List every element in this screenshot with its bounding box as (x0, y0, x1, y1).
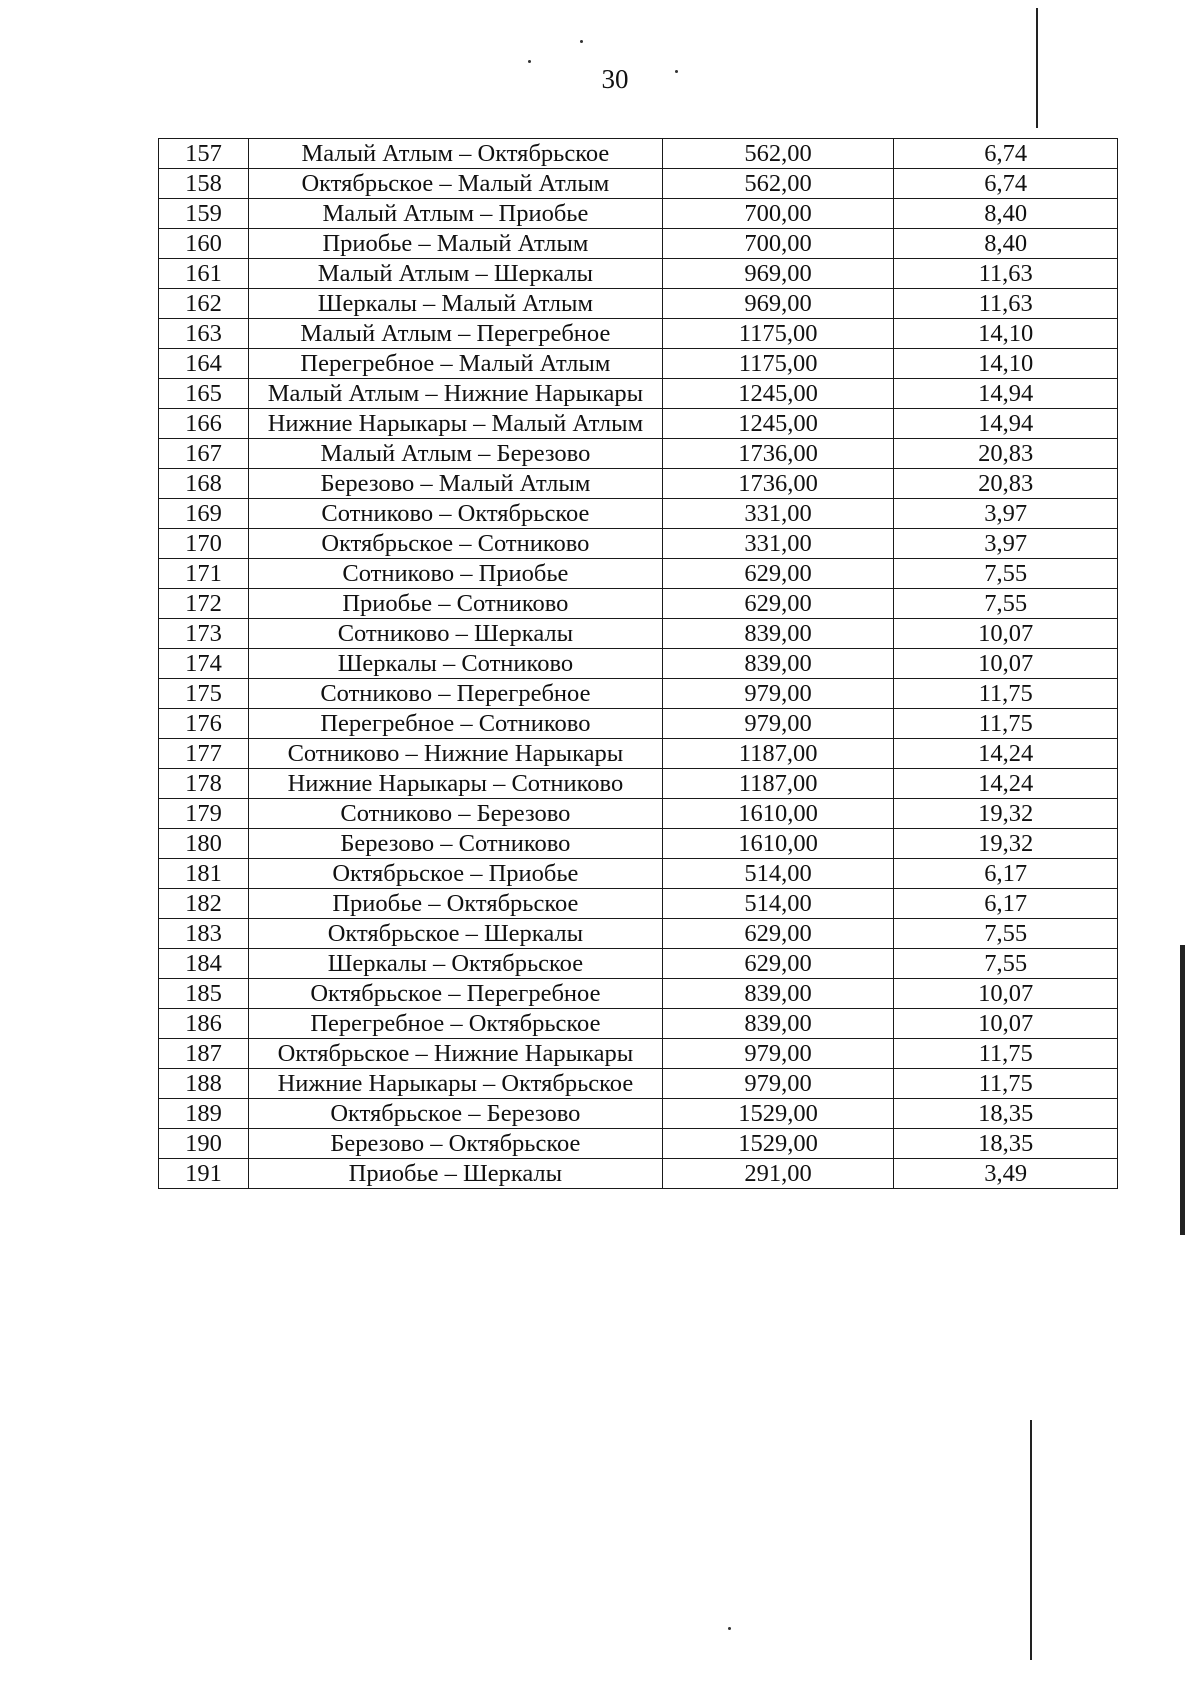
table-row (159, 349, 1118, 379)
table-row (159, 769, 1118, 799)
scan-artifact-dot (580, 40, 583, 43)
row-number-cell: 166 (159, 409, 249, 439)
rate-cell: 14,24 (894, 769, 1118, 799)
price-cell: 1736,00 (662, 469, 894, 499)
price-cell: 629,00 (662, 919, 894, 949)
table-row (159, 469, 1118, 499)
table-row (159, 199, 1118, 229)
row-number-cell: 161 (159, 259, 249, 289)
route-cell: Сотниково – Перегребное (249, 679, 663, 709)
price-cell: 700,00 (662, 229, 894, 259)
price-cell: 979,00 (662, 679, 894, 709)
route-cell: Нижние Нарыкары – Октябрьское (249, 1069, 663, 1099)
route-cell: Малый Атлым – Приобье (249, 199, 663, 229)
row-number-cell: 180 (159, 829, 249, 859)
row-number-cell: 157 (159, 139, 249, 169)
route-cell: Октябрьское – Нижние Нарыкары (249, 1039, 663, 1069)
rate-cell: 11,75 (894, 709, 1118, 739)
rate-cell: 6,17 (894, 859, 1118, 889)
row-number-cell: 160 (159, 229, 249, 259)
rate-cell: 18,35 (894, 1129, 1118, 1159)
row-number-cell: 187 (159, 1039, 249, 1069)
scan-artifact-dot (528, 60, 531, 63)
price-cell: 1529,00 (662, 1129, 894, 1159)
route-cell: Сотниково – Приобье (249, 559, 663, 589)
rate-cell: 6,74 (894, 139, 1118, 169)
price-cell: 514,00 (662, 889, 894, 919)
page-number: 30 (601, 64, 629, 94)
table-row (159, 1099, 1118, 1129)
route-cell: Приобье – Малый Атлым (249, 229, 663, 259)
table-row (159, 709, 1118, 739)
route-cell: Шеркалы – Октябрьское (249, 949, 663, 979)
table-row (159, 889, 1118, 919)
scan-artifact-line (1180, 945, 1185, 1235)
table-row (159, 379, 1118, 409)
price-cell: 839,00 (662, 979, 894, 1009)
route-cell: Сотниково – Березово (249, 799, 663, 829)
table-row (159, 919, 1118, 949)
table-row (159, 529, 1118, 559)
table-row (159, 619, 1118, 649)
route-cell: Шеркалы – Малый Атлым (249, 289, 663, 319)
row-number-cell: 175 (159, 679, 249, 709)
price-cell: 291,00 (662, 1159, 894, 1189)
price-cell: 514,00 (662, 859, 894, 889)
price-cell: 1187,00 (662, 769, 894, 799)
row-number-cell: 163 (159, 319, 249, 349)
route-cell: Приобье – Шеркалы (249, 1159, 663, 1189)
table-row (159, 799, 1118, 829)
price-cell: 979,00 (662, 1039, 894, 1069)
route-cell: Березово – Октябрьское (249, 1129, 663, 1159)
row-number-cell: 179 (159, 799, 249, 829)
route-cell: Малый Атлым – Шеркалы (249, 259, 663, 289)
route-cell: Октябрьское – Перегребное (249, 979, 663, 1009)
row-number-cell: 162 (159, 289, 249, 319)
price-cell: 1245,00 (662, 409, 894, 439)
price-cell: 1529,00 (662, 1099, 894, 1129)
price-cell: 1610,00 (662, 799, 894, 829)
price-cell: 629,00 (662, 559, 894, 589)
rate-cell: 14,94 (894, 379, 1118, 409)
rate-cell: 3,97 (894, 499, 1118, 529)
price-cell: 839,00 (662, 619, 894, 649)
row-number-cell: 183 (159, 919, 249, 949)
rate-cell: 10,07 (894, 619, 1118, 649)
rate-cell: 6,74 (894, 169, 1118, 199)
table-row (159, 1039, 1118, 1069)
price-cell: 1175,00 (662, 349, 894, 379)
price-cell: 629,00 (662, 949, 894, 979)
rate-cell: 14,10 (894, 349, 1118, 379)
row-number-cell: 188 (159, 1069, 249, 1099)
rate-cell: 8,40 (894, 229, 1118, 259)
row-number-cell: 164 (159, 349, 249, 379)
price-cell: 1736,00 (662, 439, 894, 469)
rate-cell: 11,63 (894, 259, 1118, 289)
route-cell: Нижние Нарыкары – Малый Атлым (249, 409, 663, 439)
route-cell: Октябрьское – Приобье (249, 859, 663, 889)
price-cell: 1175,00 (662, 319, 894, 349)
price-cell: 969,00 (662, 259, 894, 289)
price-cell: 562,00 (662, 139, 894, 169)
route-cell: Малый Атлым – Октябрьское (249, 139, 663, 169)
row-number-cell: 170 (159, 529, 249, 559)
row-number-cell: 190 (159, 1129, 249, 1159)
price-cell: 331,00 (662, 529, 894, 559)
route-cell: Перегребное – Малый Атлым (249, 349, 663, 379)
price-cell: 979,00 (662, 709, 894, 739)
tariff-table-body (159, 139, 1118, 1189)
rate-cell: 11,75 (894, 1039, 1118, 1069)
rate-cell: 20,83 (894, 469, 1118, 499)
table-row (159, 169, 1118, 199)
row-number-cell: 158 (159, 169, 249, 199)
price-cell: 629,00 (662, 589, 894, 619)
price-cell: 700,00 (662, 199, 894, 229)
row-number-cell: 186 (159, 1009, 249, 1039)
table-row (159, 559, 1118, 589)
rate-cell: 14,94 (894, 409, 1118, 439)
price-cell: 1610,00 (662, 829, 894, 859)
route-cell: Шеркалы – Сотниково (249, 649, 663, 679)
row-number-cell: 165 (159, 379, 249, 409)
table-row (159, 739, 1118, 769)
row-number-cell: 189 (159, 1099, 249, 1129)
route-cell: Березово – Сотниково (249, 829, 663, 859)
rate-cell: 10,07 (894, 1009, 1118, 1039)
row-number-cell: 185 (159, 979, 249, 1009)
table-row (159, 139, 1118, 169)
table-row (159, 409, 1118, 439)
route-cell: Октябрьское – Шеркалы (249, 919, 663, 949)
rate-cell: 6,17 (894, 889, 1118, 919)
route-cell: Березово – Малый Атлым (249, 469, 663, 499)
route-cell: Малый Атлым – Нижние Нарыкары (249, 379, 663, 409)
row-number-cell: 177 (159, 739, 249, 769)
route-cell: Сотниково – Шеркалы (249, 619, 663, 649)
rate-cell: 10,07 (894, 649, 1118, 679)
rate-cell: 7,55 (894, 559, 1118, 589)
scan-artifact-dot (675, 70, 678, 73)
rate-cell: 19,32 (894, 829, 1118, 859)
rate-cell: 14,24 (894, 739, 1118, 769)
table-row (159, 1009, 1118, 1039)
route-cell: Малый Атлым – Березово (249, 439, 663, 469)
price-cell: 839,00 (662, 649, 894, 679)
route-cell: Перегребное – Октябрьское (249, 1009, 663, 1039)
rate-cell: 18,35 (894, 1099, 1118, 1129)
rate-cell: 7,55 (894, 919, 1118, 949)
row-number-cell: 184 (159, 949, 249, 979)
rate-cell: 7,55 (894, 589, 1118, 619)
route-cell: Октябрьское – Березово (249, 1099, 663, 1129)
row-number-cell: 171 (159, 559, 249, 589)
table-row (159, 589, 1118, 619)
price-cell: 1187,00 (662, 739, 894, 769)
table-row (159, 499, 1118, 529)
price-cell: 562,00 (662, 169, 894, 199)
row-number-cell: 159 (159, 199, 249, 229)
route-cell: Перегребное – Сотниково (249, 709, 663, 739)
price-cell: 979,00 (662, 1069, 894, 1099)
rate-cell: 20,83 (894, 439, 1118, 469)
scan-artifact-line (1036, 8, 1038, 128)
table-row (159, 439, 1118, 469)
row-number-cell: 176 (159, 709, 249, 739)
rate-cell: 11,63 (894, 289, 1118, 319)
row-number-cell: 191 (159, 1159, 249, 1189)
rate-cell: 8,40 (894, 199, 1118, 229)
route-cell: Октябрьское – Сотниково (249, 529, 663, 559)
route-cell: Сотниково – Нижние Нарыкары (249, 739, 663, 769)
row-number-cell: 168 (159, 469, 249, 499)
rate-cell: 3,97 (894, 529, 1118, 559)
table-row (159, 259, 1118, 289)
rate-cell: 7,55 (894, 949, 1118, 979)
rate-cell: 14,10 (894, 319, 1118, 349)
row-number-cell: 172 (159, 589, 249, 619)
price-cell: 1245,00 (662, 379, 894, 409)
row-number-cell: 169 (159, 499, 249, 529)
row-number-cell: 182 (159, 889, 249, 919)
rate-cell: 3,49 (894, 1159, 1118, 1189)
table-row (159, 319, 1118, 349)
row-number-cell: 174 (159, 649, 249, 679)
table-row (159, 649, 1118, 679)
rate-cell: 11,75 (894, 1069, 1118, 1099)
route-cell: Малый Атлым – Перегребное (249, 319, 663, 349)
table-row (159, 229, 1118, 259)
price-cell: 331,00 (662, 499, 894, 529)
table-row (159, 829, 1118, 859)
table-row (159, 949, 1118, 979)
tariff-table (158, 138, 1118, 1189)
route-cell: Приобье – Сотниково (249, 589, 663, 619)
rate-cell: 19,32 (894, 799, 1118, 829)
route-cell: Нижние Нарыкары – Сотниково (249, 769, 663, 799)
table-row (159, 679, 1118, 709)
row-number-cell: 167 (159, 439, 249, 469)
route-cell: Приобье – Октябрьское (249, 889, 663, 919)
table-row (159, 979, 1118, 1009)
scan-artifact-dot (728, 1627, 731, 1630)
table-row (159, 1129, 1118, 1159)
price-cell: 969,00 (662, 289, 894, 319)
table-row (159, 859, 1118, 889)
table-row (159, 289, 1118, 319)
rate-cell: 11,75 (894, 679, 1118, 709)
rate-cell: 10,07 (894, 979, 1118, 1009)
table-row (159, 1159, 1118, 1189)
row-number-cell: 173 (159, 619, 249, 649)
row-number-cell: 181 (159, 859, 249, 889)
price-cell: 839,00 (662, 1009, 894, 1039)
scan-artifact-line (1030, 1420, 1032, 1660)
table-row (159, 1069, 1118, 1099)
route-cell: Октябрьское – Малый Атлым (249, 169, 663, 199)
row-number-cell: 178 (159, 769, 249, 799)
route-cell: Сотниково – Октябрьское (249, 499, 663, 529)
